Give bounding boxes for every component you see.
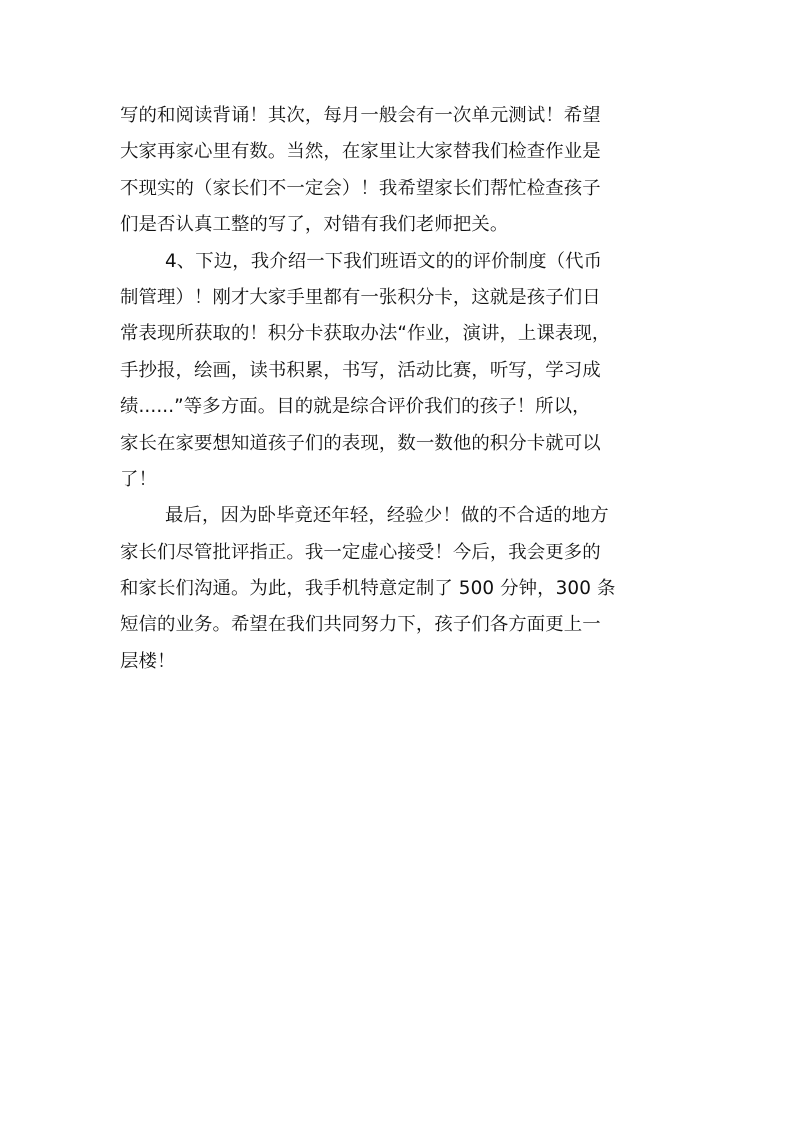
text-line: 大家再家心里有数。当然，在家里让大家替我们检查作业是 <box>120 141 601 163</box>
text-line: 了！ <box>120 468 157 490</box>
text-line: 手抄报，绘画，读书积累，书写，活动比赛，听写，学习成 <box>120 359 601 381</box>
text-line: 短信的业务。希望在我们共同努力下，孩子们各方面更上一 <box>120 614 601 636</box>
text-line: 家长在家要想知道孩子们的表现，数一数他的积分卡就可以 <box>120 432 601 454</box>
paragraph-evaluation-system <box>120 244 676 499</box>
paragraph-homework <box>120 98 676 244</box>
text-line: 4、下边，我介绍一下我们班语文的的评价制度（代币 <box>165 250 603 272</box>
text-line: 们是否认真工整的写了，对错有我们老师把关。 <box>120 214 509 236</box>
text-line: 写的和阅读背诵！其次，每月一般会有一次单元测试！希望 <box>120 105 601 126</box>
text-line: 层楼！ <box>120 650 176 672</box>
paragraph-closing <box>120 498 676 680</box>
document-body <box>120 98 676 680</box>
text-line: 不现实的（家长们不一定会）！我希望家长们帮忙检查孩子 <box>120 177 601 199</box>
text-line: 家长们尽管批评指正。我一定虚心接受！今后，我会更多的 <box>120 541 601 563</box>
text-line: 常表现所获取的！积分卡获取办法“作业，演讲，上课表现， <box>120 323 611 345</box>
text-line: 绩......”等多方面。目的就是综合评价我们的孩子！所以， <box>120 396 591 418</box>
text-line: 制管理）！刚才大家手里都有一张积分卡，这就是孩子们日 <box>120 286 601 308</box>
text-line: 最后，因为卧毕竟还年轻，经验少！做的不合适的地方 <box>165 505 609 527</box>
text-line: 和家长们沟通。为此，我手机特意定制了 500 分钟，300 条 <box>120 578 616 600</box>
